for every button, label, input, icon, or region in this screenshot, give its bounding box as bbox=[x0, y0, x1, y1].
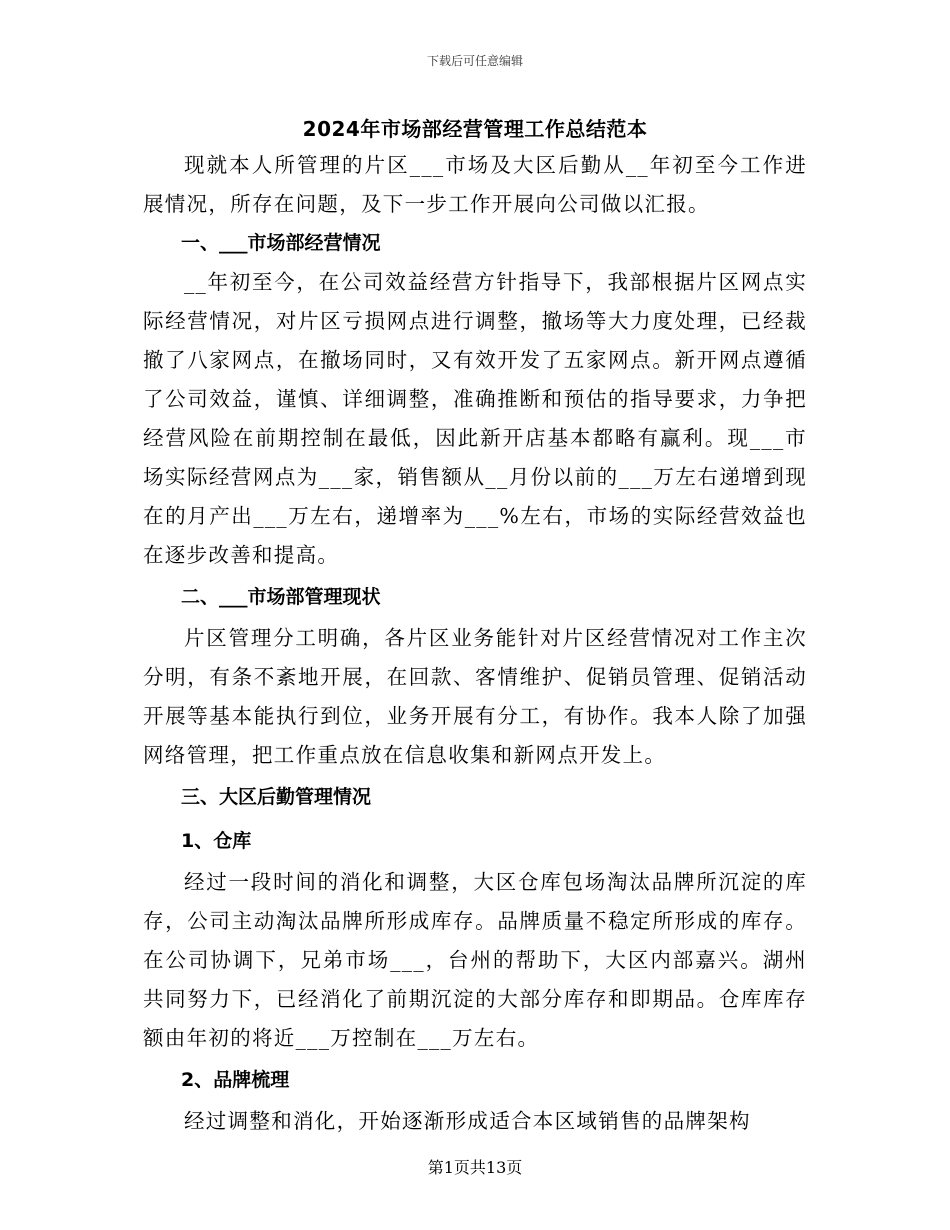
page-number-footer: 第1页共13页 bbox=[427, 1158, 523, 1177]
section-2-heading: 二、___市场部管理现状 bbox=[181, 586, 381, 608]
subsection-3-1-paragraph: 经过一段时间的消化和调整，大区仓库包场淘汰品牌所沉淀的库存，公司主动淘汰品牌所形成库存。品牌质量不稳定所形成的库存。在公司协调下，兄弟市场___，台州的帮助下，大区内部嘉兴。湖州共同努力下，已经消化了前期沉淀的大部分库存和即期品。仓库库存额由年初的将近___万控制在___万左右。 bbox=[143, 870, 807, 1050]
page-header-note: 下载后可任意编辑 bbox=[426, 54, 523, 68]
subsection-3-1-heading: 1、仓库 bbox=[181, 830, 252, 852]
subsection-3-2-paragraph: 经过调整和消化，开始逐渐形成适合本区域销售的品牌架构 bbox=[184, 1109, 751, 1133]
section-2-paragraph: 片区管理分工明确，各片区业务能针对片区经营情况对工作主次分明，有条不紊地开展，在回款、客情维护、促销员管理、促销活动开展等基本能执行到位，业务开展有分工，有协作。我本人除了加强网络管理，把工作重点放在信息收集和新网点开发上。 bbox=[143, 626, 807, 767]
subsection-3-2-heading: 2、品牌梳理 bbox=[181, 1069, 290, 1091]
section-3-heading: 三、大区后勤管理情况 bbox=[181, 786, 372, 808]
intro-paragraph: 现就本人所管理的片区___市场及大区后勤从__年初至今工作进展情况，所存在问题，及下一步工作开展向公司做以汇报。 bbox=[143, 153, 807, 216]
document-title: 2024年市场部经营管理工作总结范本 bbox=[302, 117, 648, 141]
section-1-heading: 一、___市场部经营情况 bbox=[181, 232, 381, 254]
document-body bbox=[143, 146, 807, 1141]
section-1-paragraph: __年初至今，在公司效益经营方针指导下，我部根据片区网点实际经营情况，对片区亏损网点进行调整，撤场等大力度处理，已经裁撤了八家网点，在撤场同时，又有效开发了五家网点。新开网点遵循了公司效益，谨慎、详细调整，准确推断和预估的指导要求，力争把经营风险在前期控制在最低，因此新开店基本都略有赢利。现___市场实际经营网点为___家，销售额从__月份以前的___万左右递增到现在的月产出___万左右，递增率为___%左右，市场的实际经营效益也在逐步改善和提高。 bbox=[143, 270, 807, 567]
